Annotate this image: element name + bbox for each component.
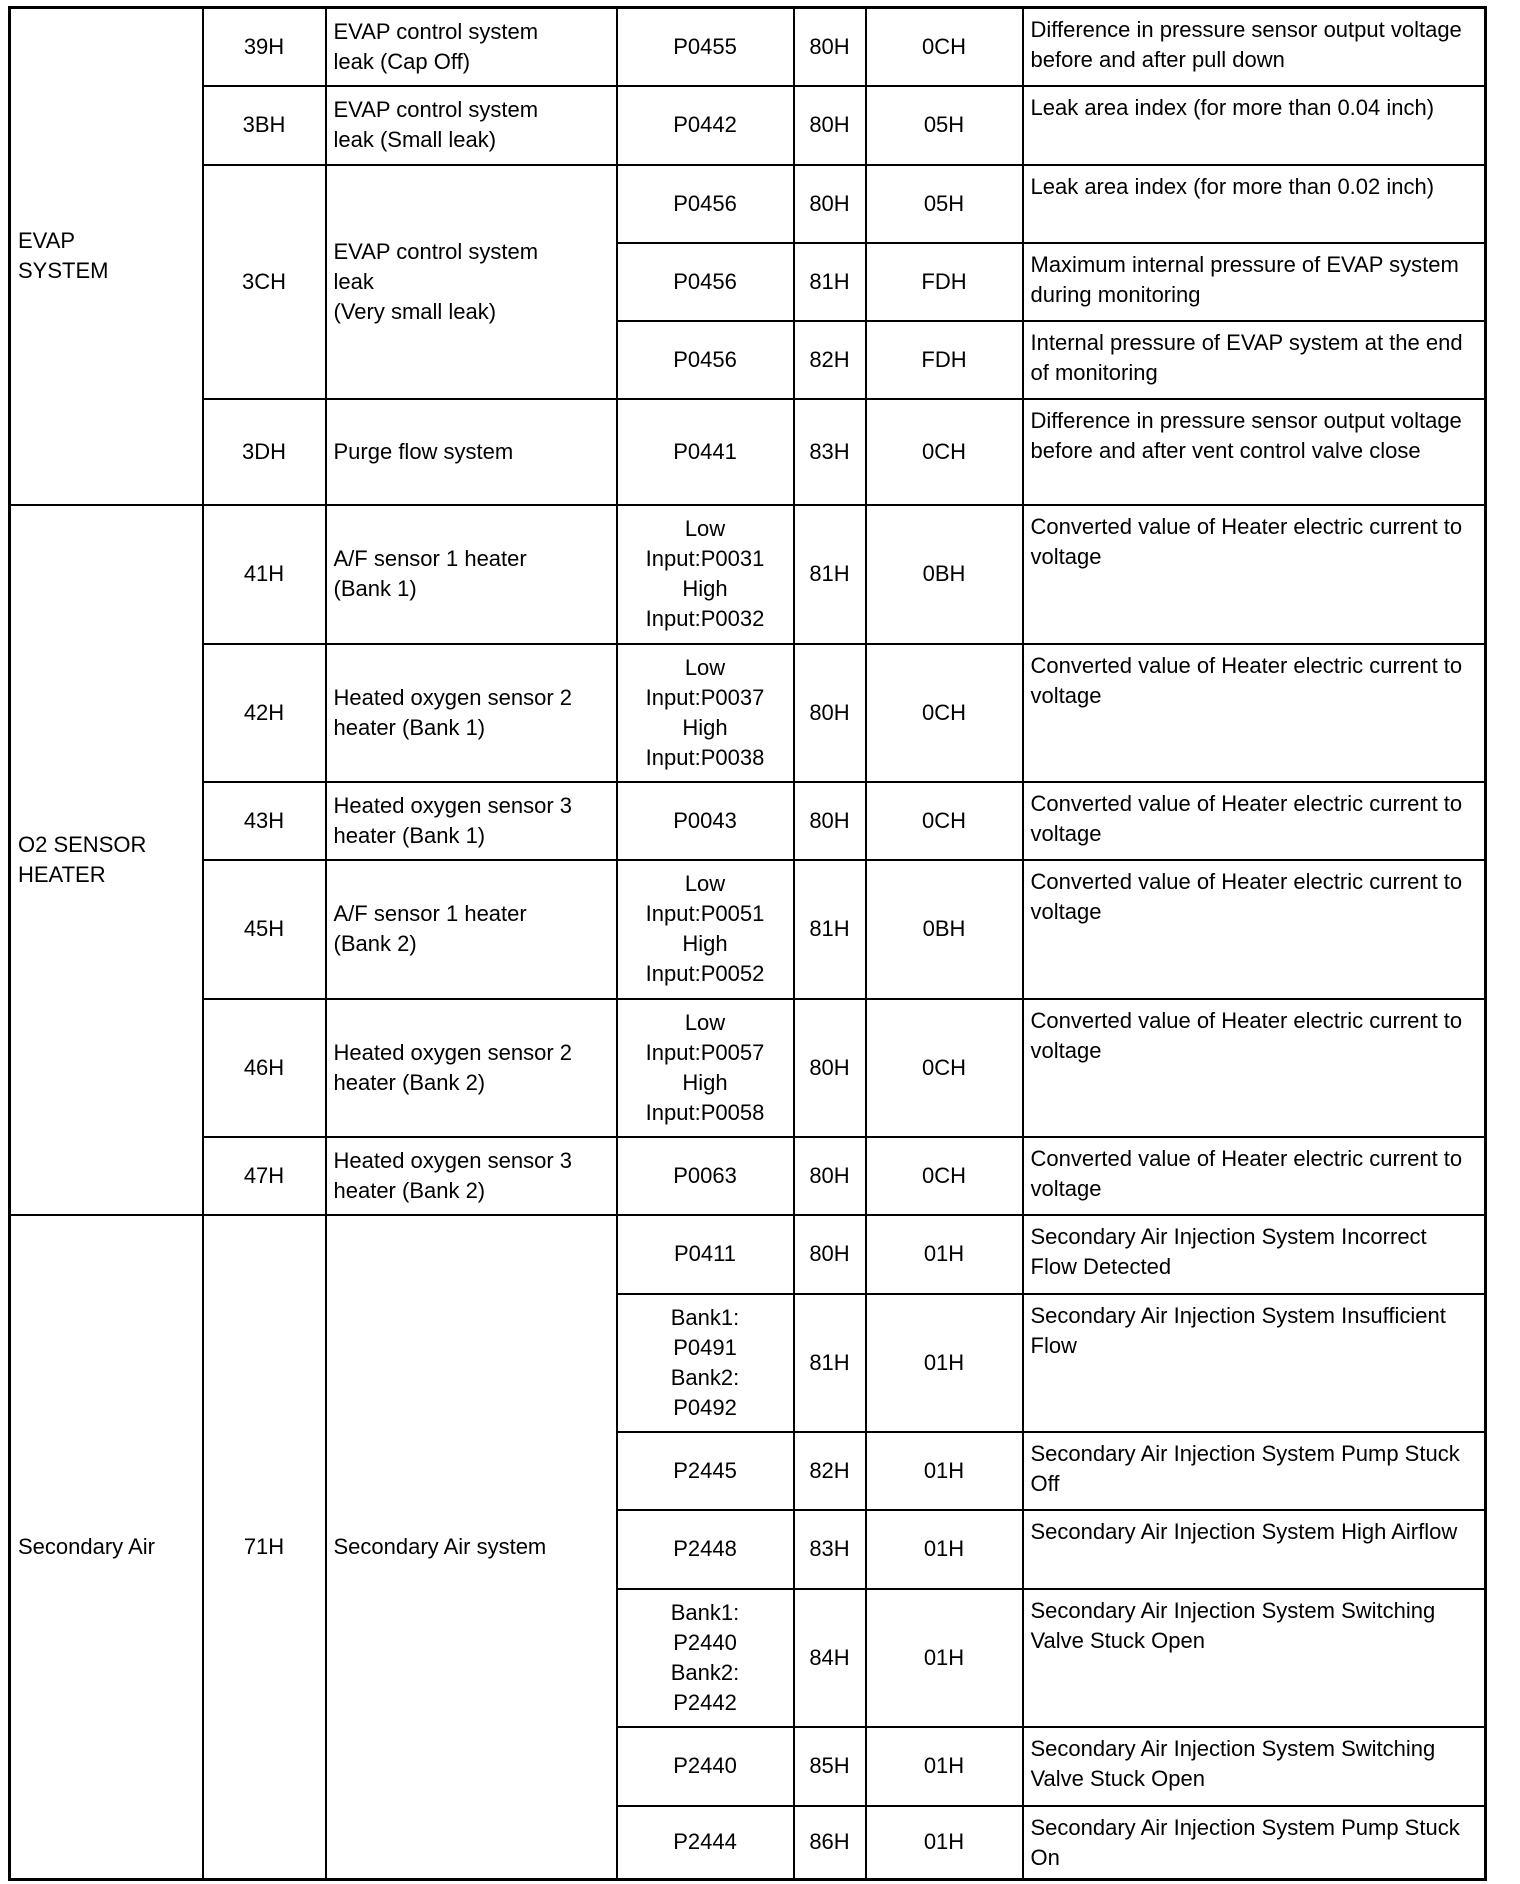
dtc-cell: P2448 (617, 1510, 794, 1589)
test-id-cell: 45H (203, 860, 326, 999)
description-cell: Secondary Air Injection System Insufficient Flow (1023, 1294, 1486, 1432)
tid-cell: 85H (794, 1727, 866, 1806)
test-id-cell: 43H (203, 782, 326, 860)
description-cell: Internal pressure of EVAP system at the end of monitoring (1023, 321, 1486, 399)
tid-cell: 83H (794, 399, 866, 505)
test-item-cell: A/F sensor 1 heater (Bank 1) (326, 505, 617, 644)
cid-cell: 01H (866, 1294, 1023, 1432)
dtc-cell: P2444 (617, 1806, 794, 1880)
description-cell: Leak area index (for more than 0.04 inch) (1023, 86, 1486, 165)
dtc-cell: Bank1: P0491 Bank2: P0492 (617, 1294, 794, 1432)
description-cell: Secondary Air Injection System Pump Stuck Off (1023, 1432, 1486, 1510)
test-item-cell: Heated oxygen sensor 3 heater (Bank 2) (326, 1137, 617, 1215)
cid-cell: 0BH (866, 505, 1023, 644)
test-id-cell: 39H (203, 8, 326, 86)
tid-cell: 81H (794, 505, 866, 644)
dtc-cell: P0456 (617, 243, 794, 321)
description-cell: Converted value of Heater electric current to voltage (1023, 860, 1486, 999)
table-row (10, 1137, 1486, 1215)
dtc-cell: Low Input:P0051 High Input:P0052 (617, 860, 794, 999)
test-item-cell: EVAP control system leak (Very small leak) (326, 165, 617, 399)
cid-cell: 0CH (866, 399, 1023, 505)
table-row (10, 505, 1486, 644)
system-cell: Secondary Air (10, 1215, 203, 1880)
test-item-cell: Purge flow system (326, 399, 617, 505)
description-cell: Converted value of Heater electric current to voltage (1023, 1137, 1486, 1215)
dtc-cell: P0455 (617, 8, 794, 86)
test-id-cell: 42H (203, 644, 326, 782)
tid-cell: 80H (794, 86, 866, 165)
dtc-cell: P0456 (617, 165, 794, 243)
tid-cell: 80H (794, 782, 866, 860)
test-id-cell: 71H (203, 1215, 326, 1880)
description-cell: Secondary Air Injection System Switching Valve Stuck Open (1023, 1727, 1486, 1806)
description-cell: Maximum internal pressure of EVAP system during monitoring (1023, 243, 1486, 321)
cid-cell: 01H (866, 1215, 1023, 1294)
cid-cell: FDH (866, 321, 1023, 399)
cid-cell: 01H (866, 1432, 1023, 1510)
tid-cell: 81H (794, 243, 866, 321)
table-row (10, 644, 1486, 782)
tid-cell: 86H (794, 1806, 866, 1880)
test-id-cell: 41H (203, 505, 326, 644)
tid-cell: 81H (794, 1294, 866, 1432)
dtc-cell: P0442 (617, 86, 794, 165)
description-cell: Converted value of Heater electric current to voltage (1023, 505, 1486, 644)
table-row (10, 999, 1486, 1137)
tid-cell: 80H (794, 1215, 866, 1294)
dtc-cell: P2440 (617, 1727, 794, 1806)
test-id-cell: 47H (203, 1137, 326, 1215)
cid-cell: 0CH (866, 1137, 1023, 1215)
dtc-cell: Bank1: P2440 Bank2: P2442 (617, 1589, 794, 1727)
cid-cell: 0CH (866, 8, 1023, 86)
tid-cell: 80H (794, 165, 866, 243)
table-row (10, 860, 1486, 999)
table-row (10, 165, 1486, 243)
cid-cell: FDH (866, 243, 1023, 321)
description-cell: Converted value of Heater electric current to voltage (1023, 782, 1486, 860)
tid-cell: 80H (794, 8, 866, 86)
description-cell: Converted value of Heater electric current to voltage (1023, 644, 1486, 782)
description-cell: Secondary Air Injection System Switching Valve Stuck Open (1023, 1589, 1486, 1727)
table-row (10, 399, 1486, 505)
dtc-cell: P0411 (617, 1215, 794, 1294)
cid-cell: 0BH (866, 860, 1023, 999)
description-cell: Secondary Air Injection System Incorrect Flow Detected (1023, 1215, 1486, 1294)
cid-cell: 01H (866, 1806, 1023, 1880)
tid-cell: 84H (794, 1589, 866, 1727)
test-item-cell: EVAP control system leak (Small leak) (326, 86, 617, 165)
test-id-cell: 3CH (203, 165, 326, 399)
test-item-cell: Secondary Air system (326, 1215, 617, 1880)
description-cell: Secondary Air Injection System High Airflow (1023, 1510, 1486, 1589)
tid-cell: 82H (794, 321, 866, 399)
table-row (10, 1215, 1486, 1294)
system-cell: EVAP SYSTEM (10, 8, 203, 505)
table-row (10, 782, 1486, 860)
cid-cell: 05H (866, 165, 1023, 243)
cid-cell: 0CH (866, 782, 1023, 860)
test-id-cell: 3DH (203, 399, 326, 505)
tid-cell: 80H (794, 999, 866, 1137)
cid-cell: 01H (866, 1510, 1023, 1589)
dtc-cell: P0456 (617, 321, 794, 399)
description-cell: Converted value of Heater electric current to voltage (1023, 999, 1486, 1137)
cid-cell: 0CH (866, 999, 1023, 1137)
description-cell: Difference in pressure sensor output voltage before and after vent control valve close (1023, 399, 1486, 505)
table-row (10, 86, 1486, 165)
test-item-cell: A/F sensor 1 heater (Bank 2) (326, 860, 617, 999)
dtc-cell: Low Input:P0031 High Input:P0032 (617, 505, 794, 644)
test-item-cell: Heated oxygen sensor 2 heater (Bank 2) (326, 999, 617, 1137)
dtc-cell: Low Input:P0057 High Input:P0058 (617, 999, 794, 1137)
tid-cell: 80H (794, 644, 866, 782)
table-row (10, 8, 1486, 86)
test-id-cell: 46H (203, 999, 326, 1137)
cid-cell: 01H (866, 1727, 1023, 1806)
tid-cell: 80H (794, 1137, 866, 1215)
test-id-cell: 3BH (203, 86, 326, 165)
tid-cell: 82H (794, 1432, 866, 1510)
tid-cell: 81H (794, 860, 866, 999)
cid-cell: 01H (866, 1589, 1023, 1727)
test-item-cell: Heated oxygen sensor 2 heater (Bank 1) (326, 644, 617, 782)
test-item-cell: EVAP control system leak (Cap Off) (326, 8, 617, 86)
system-cell: O2 SENSOR HEATER (10, 505, 203, 1215)
cid-cell: 0CH (866, 644, 1023, 782)
dtc-cell: P2445 (617, 1432, 794, 1510)
cid-cell: 05H (866, 86, 1023, 165)
dtc-cell: P0043 (617, 782, 794, 860)
obd-test-table (8, 6, 1487, 1881)
dtc-cell: P0063 (617, 1137, 794, 1215)
tid-cell: 83H (794, 1510, 866, 1589)
description-cell: Difference in pressure sensor output voltage before and after pull down (1023, 8, 1486, 86)
dtc-cell: Low Input:P0037 High Input:P0038 (617, 644, 794, 782)
test-item-cell: Heated oxygen sensor 3 heater (Bank 1) (326, 782, 617, 860)
dtc-cell: P0441 (617, 399, 794, 505)
description-cell: Leak area index (for more than 0.02 inch) (1023, 165, 1486, 243)
description-cell: Secondary Air Injection System Pump Stuck On (1023, 1806, 1486, 1880)
